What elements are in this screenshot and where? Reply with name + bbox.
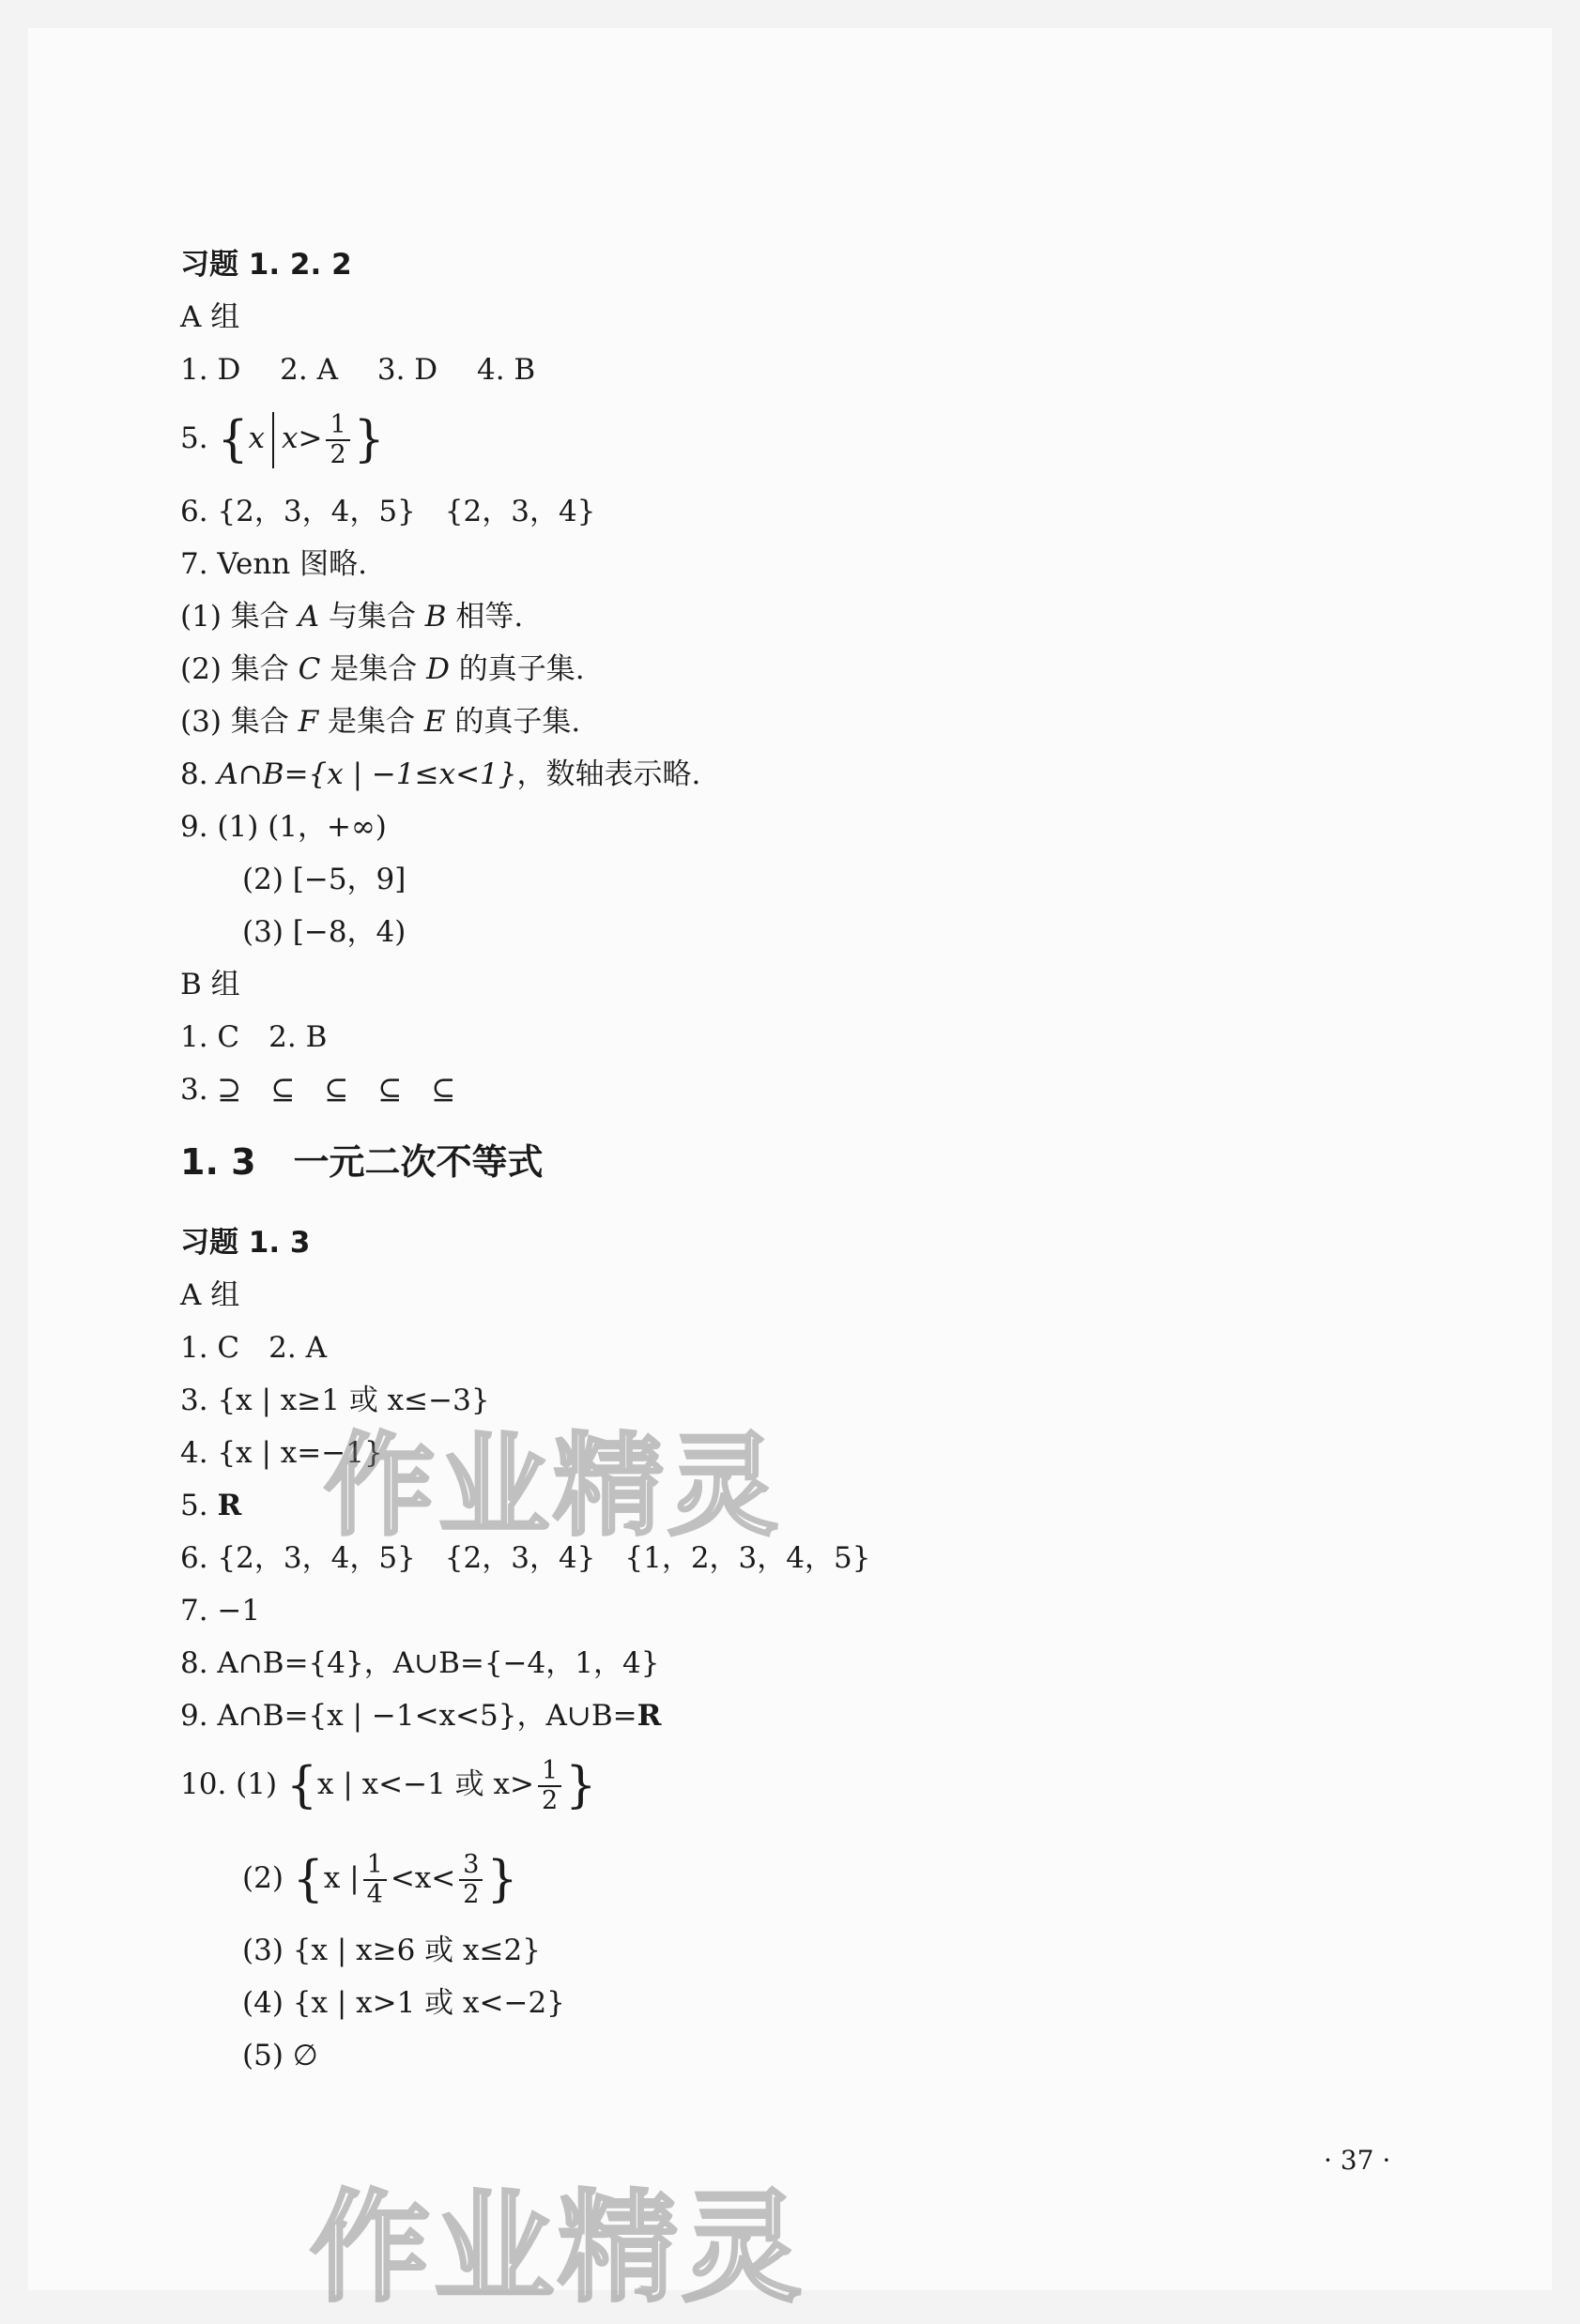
fraction <box>326 411 349 469</box>
answer: 4. B <box>477 353 536 387</box>
answer-line-9-1: 9. (1) (1，+∞) <box>180 810 387 844</box>
q-label: (2) <box>242 1861 284 1895</box>
group-a-label: A 组 <box>180 300 240 334</box>
math-var: E <box>423 705 446 739</box>
q-number: 8. <box>180 757 218 791</box>
answer-line-9-3: (3) [−8，4) <box>242 915 407 949</box>
section-number: 1. 3 <box>180 1141 256 1183</box>
right-brace: } <box>353 411 385 468</box>
left-brace: { <box>292 1851 324 1908</box>
fraction <box>538 1757 561 1815</box>
group-a-label: A 组 <box>180 1278 240 1312</box>
q-number: 5. <box>180 1489 218 1522</box>
q-number: 5. <box>180 421 208 455</box>
exercise-title-1-3: 习题 1. 3 <box>180 1226 311 1260</box>
math-expr: x | <box>323 1861 360 1895</box>
answer-line-10-1 <box>180 1751 596 1817</box>
text: (3) 集合 <box>180 705 299 739</box>
math-op: <x< <box>390 1861 456 1895</box>
q-number: 1. <box>180 353 208 387</box>
answer-line-3: 3. {x | x≥1 或 x≤−3} <box>180 1384 490 1417</box>
math-var: D <box>426 652 450 686</box>
answer-line-7-3 <box>180 703 580 741</box>
real-set-symbol: R <box>637 1699 662 1733</box>
left-brace: { <box>285 1757 318 1814</box>
denominator: 2 <box>542 1785 559 1815</box>
answer-line-6: 6. {2，3，4，5} {2，3，4} <box>180 495 596 528</box>
answer-line-10-4: (4) {x | x>1 或 x<−2} <box>242 1986 565 2020</box>
group-b-label: B 组 <box>180 968 240 1001</box>
numerator: 1 <box>326 411 349 441</box>
text: (1) 集合 <box>180 600 299 634</box>
answer-line-8: 8. A∩B={4}，A∪B={−4，1，4} <box>180 1646 660 1680</box>
answer-line-10-3: (3) {x | x≥6 或 x≤2} <box>242 1934 541 1967</box>
right-brace: } <box>565 1757 597 1814</box>
answer-line-10-5: (5) ∅ <box>242 2039 318 2072</box>
math-var: A <box>298 600 320 634</box>
numerator: 1 <box>538 1757 561 1787</box>
answer: D <box>217 353 241 387</box>
answer-line-4: 4. {x | x=−1} <box>180 1436 383 1470</box>
answer-line-9-2: (2) [−5，9] <box>242 863 407 896</box>
left-brace: { <box>217 411 249 468</box>
answer-line-10-2 <box>242 1845 518 1911</box>
answer-line-5 <box>180 405 385 471</box>
math-var: B <box>424 600 447 634</box>
section-heading <box>180 1143 544 1181</box>
numerator: 3 <box>459 1851 483 1881</box>
answer-line-5 <box>180 1487 241 1524</box>
answer-line-7-1 <box>180 598 523 635</box>
math-op: > <box>298 421 323 455</box>
q-number: 10. (1) <box>180 1767 278 1801</box>
real-set-symbol: R <box>217 1489 242 1522</box>
text: 是集合 <box>318 705 424 739</box>
answer: 3. D <box>376 353 438 387</box>
denominator: 2 <box>330 439 346 469</box>
fraction <box>363 1851 387 1909</box>
answer-line-1-4 <box>180 351 535 389</box>
numerator: 1 <box>363 1851 387 1881</box>
answer-line-8 <box>180 756 700 793</box>
math-expr: A∩B={x | −1≤x<1} <box>217 757 517 791</box>
text: 相等. <box>446 600 524 634</box>
math-expr: x | x<−1 或 x> <box>317 1767 534 1801</box>
answer-line-9 <box>180 1697 661 1735</box>
math-var: F <box>298 705 319 739</box>
denominator: 2 <box>463 1879 480 1909</box>
math-var: x <box>282 421 299 455</box>
math-var: x <box>248 421 266 455</box>
text: (2) 集合 <box>180 652 299 686</box>
math-var: C <box>298 652 321 686</box>
answer: 2. A <box>280 353 338 387</box>
watermark: 作业精灵 <box>310 2179 806 2318</box>
math-expr: 9. A∩B={x | −1<x<5}，A∪B= <box>180 1699 637 1733</box>
text: ，数轴表示略. <box>516 757 701 791</box>
watermark: 作业精灵 <box>324 1421 783 1551</box>
answer-line-b1: 1. C 2. B <box>180 1020 328 1054</box>
answer-line-7-2 <box>180 650 585 688</box>
answer-line-1-2: 1. C 2. A <box>180 1331 327 1365</box>
section-title: 一元二次不等式 <box>293 1141 544 1183</box>
text: 与集合 <box>319 600 425 634</box>
answer-line-6: 6. {2，3，4，5} {2，3，4} {1，2，3，4，5} <box>180 1541 871 1575</box>
exercise-title-1-2-2: 习题 1. 2. 2 <box>180 248 352 282</box>
right-brace: } <box>486 1851 518 1908</box>
text: 的真子集. <box>445 705 581 739</box>
page-number: · 37 · <box>1324 2145 1391 2176</box>
fraction <box>459 1851 483 1909</box>
answer-line-b3: 3. ⊇ ⊆ ⊆ ⊆ ⊆ <box>180 1073 456 1107</box>
answer-line-7: 7. −1 <box>180 1594 261 1628</box>
text: 是集合 <box>320 652 427 686</box>
set-bar <box>272 412 274 468</box>
text: 的真子集. <box>449 652 585 686</box>
answer-line-7: 7. Venn 图略. <box>180 547 367 581</box>
denominator: 4 <box>366 1879 383 1909</box>
